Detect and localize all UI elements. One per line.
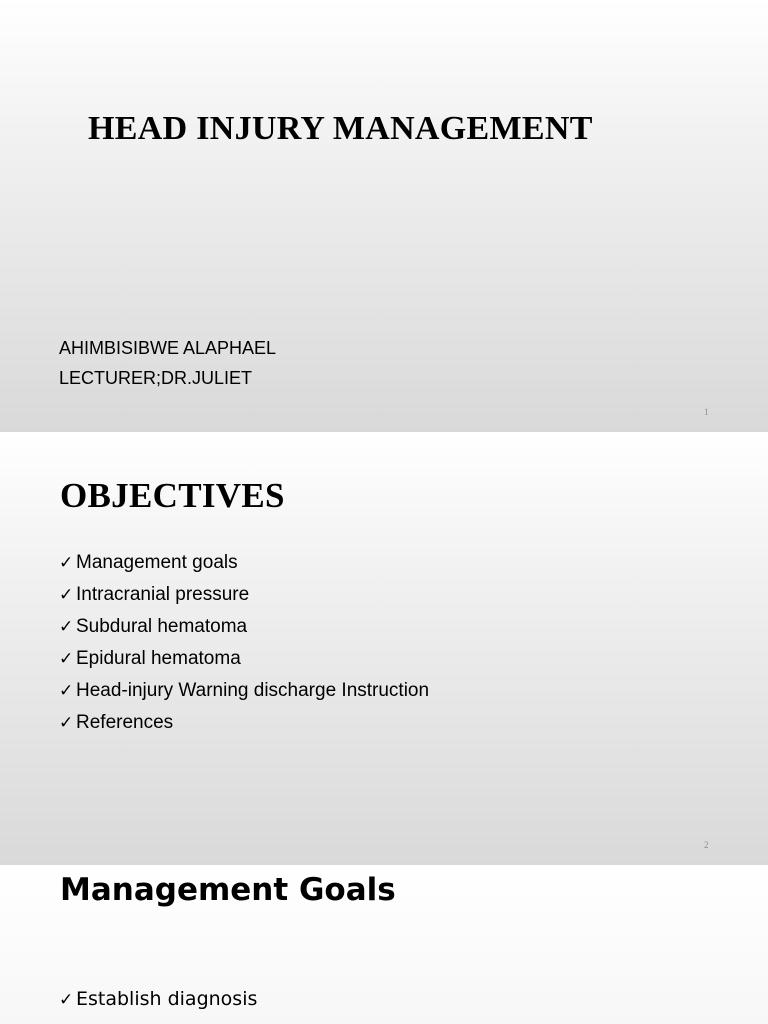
slide-title: HEAD INJURY MANAGEMENT: [88, 110, 593, 147]
list-item: ✓ Establish diagnosis: [59, 983, 257, 1016]
page-number: 2: [704, 840, 709, 850]
goals-list: [59, 983, 257, 1016]
slide-title: Management Goals: [60, 872, 396, 908]
list-item: ✓ References: [59, 707, 429, 739]
check-icon: ✓: [59, 649, 74, 668]
list-item: ✓ Management goals: [59, 547, 429, 579]
page-number: 1: [704, 407, 709, 417]
lecturer-name: LECTURER;DR.JULIET: [59, 368, 253, 388]
slide-title: OBJECTIVES: [60, 476, 285, 515]
check-icon: ✓: [59, 990, 74, 1010]
author-name: AHIMBISIBWE ALAPHAEL: [59, 338, 277, 358]
list-item: ✓ Head-injury Warning discharge Instruction: [59, 675, 429, 707]
slide-subtitle: [59, 333, 276, 393]
check-icon: ✓: [59, 681, 74, 700]
check-icon: ✓: [59, 617, 74, 636]
list-item: ✓ Epidural hematoma: [59, 643, 429, 675]
list-item: ✓ Subdural hematoma: [59, 611, 429, 643]
check-icon: ✓: [59, 553, 74, 572]
check-icon: ✓: [59, 713, 74, 732]
slide-3: [0, 866, 768, 1024]
list-item: ✓ Intracranial pressure: [59, 579, 429, 611]
check-icon: ✓: [59, 585, 74, 604]
slide-1: [0, 0, 768, 432]
slide-2: [0, 433, 768, 865]
objectives-list: [59, 547, 429, 739]
